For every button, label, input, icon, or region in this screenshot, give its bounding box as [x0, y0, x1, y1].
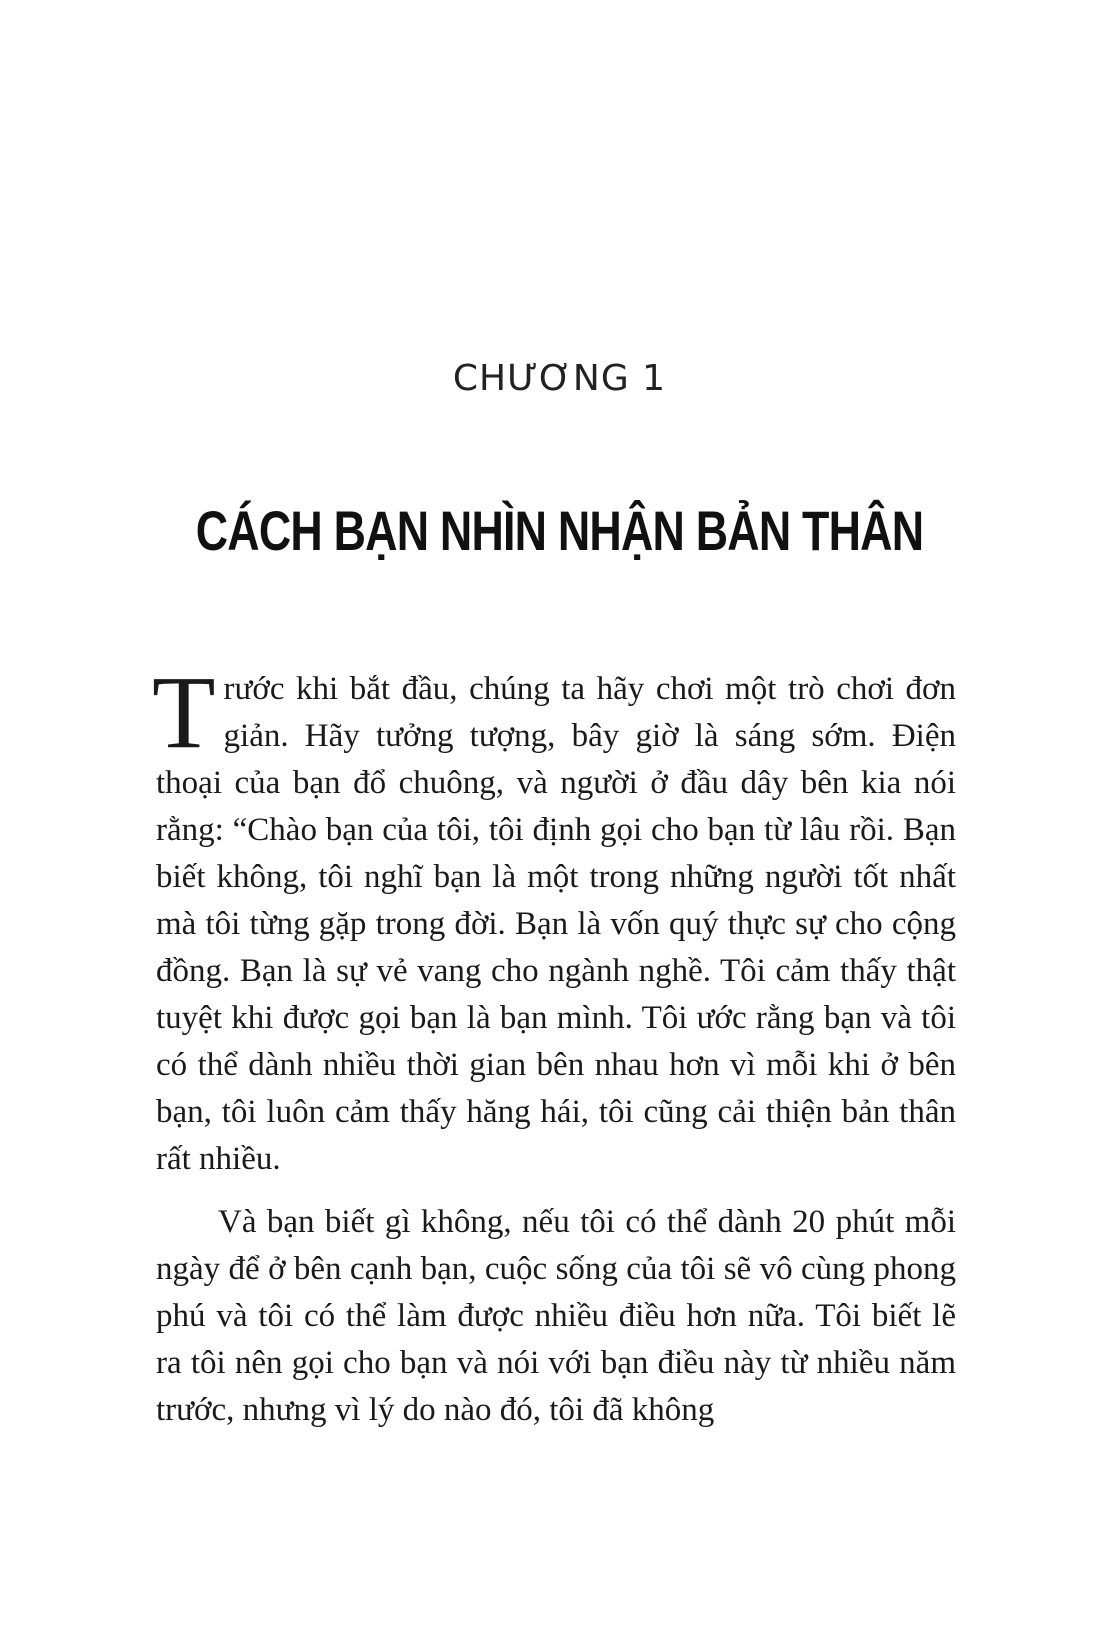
paragraph-2: Và bạn biết gì không, nếu tôi có thể dành 20 phút mỗi ngày để ở bên cạnh bạn, cuộc sống của tôi sẽ vô cùng phong phú và tôi có thể làm được nhiều điều hơn nữa. Tôi biết lẽ ra tôi nên gọi cho bạn và nói với bạn điều này từ nhiều năm trước, nhưng vì lý do nào đó, tôi đã không [156, 1204, 956, 1428]
chapter-title: CÁCH BẠN NHÌN NHẬN BẢN THÂN [195, 499, 924, 562]
drop-cap: T [152, 655, 216, 770]
paragraph-1-text: rước khi bắt đầu, chúng ta hãy chơi một trò chơi đơn giản. Hãy tưởng tượng, bây giờ là sáng sớm. Điện thoại của bạn đổ chuông, và người ở đầu dây bên kia nói rằng: “Chào bạn của tôi, tôi định gọi cho bạn từ lâu rồi. Bạn biết không, tôi nghĩ bạn là một trong những người tốt nhất mà tôi từng gặp trong đời. Bạn là vốn quý thực sự cho cộng đồng. Bạn là sự vẻ vang cho ngành nghề. Tôi cảm thấy thật tuyệt khi được gọi bạn là bạn mình. Tôi ước rằng bạn và tôi có thể dành nhiều thời gian bên nhau hơn vì mỗi khi ở bên bạn, tôi luôn cảm thấy hăng hái, tôi cũng cải thiện bản thân rất nhiều. [156, 671, 956, 1177]
chapter-label: CHƯƠNG 1 [452, 358, 667, 399]
body-text [152, 655, 956, 1434]
paragraph-1 [152, 655, 956, 1183]
